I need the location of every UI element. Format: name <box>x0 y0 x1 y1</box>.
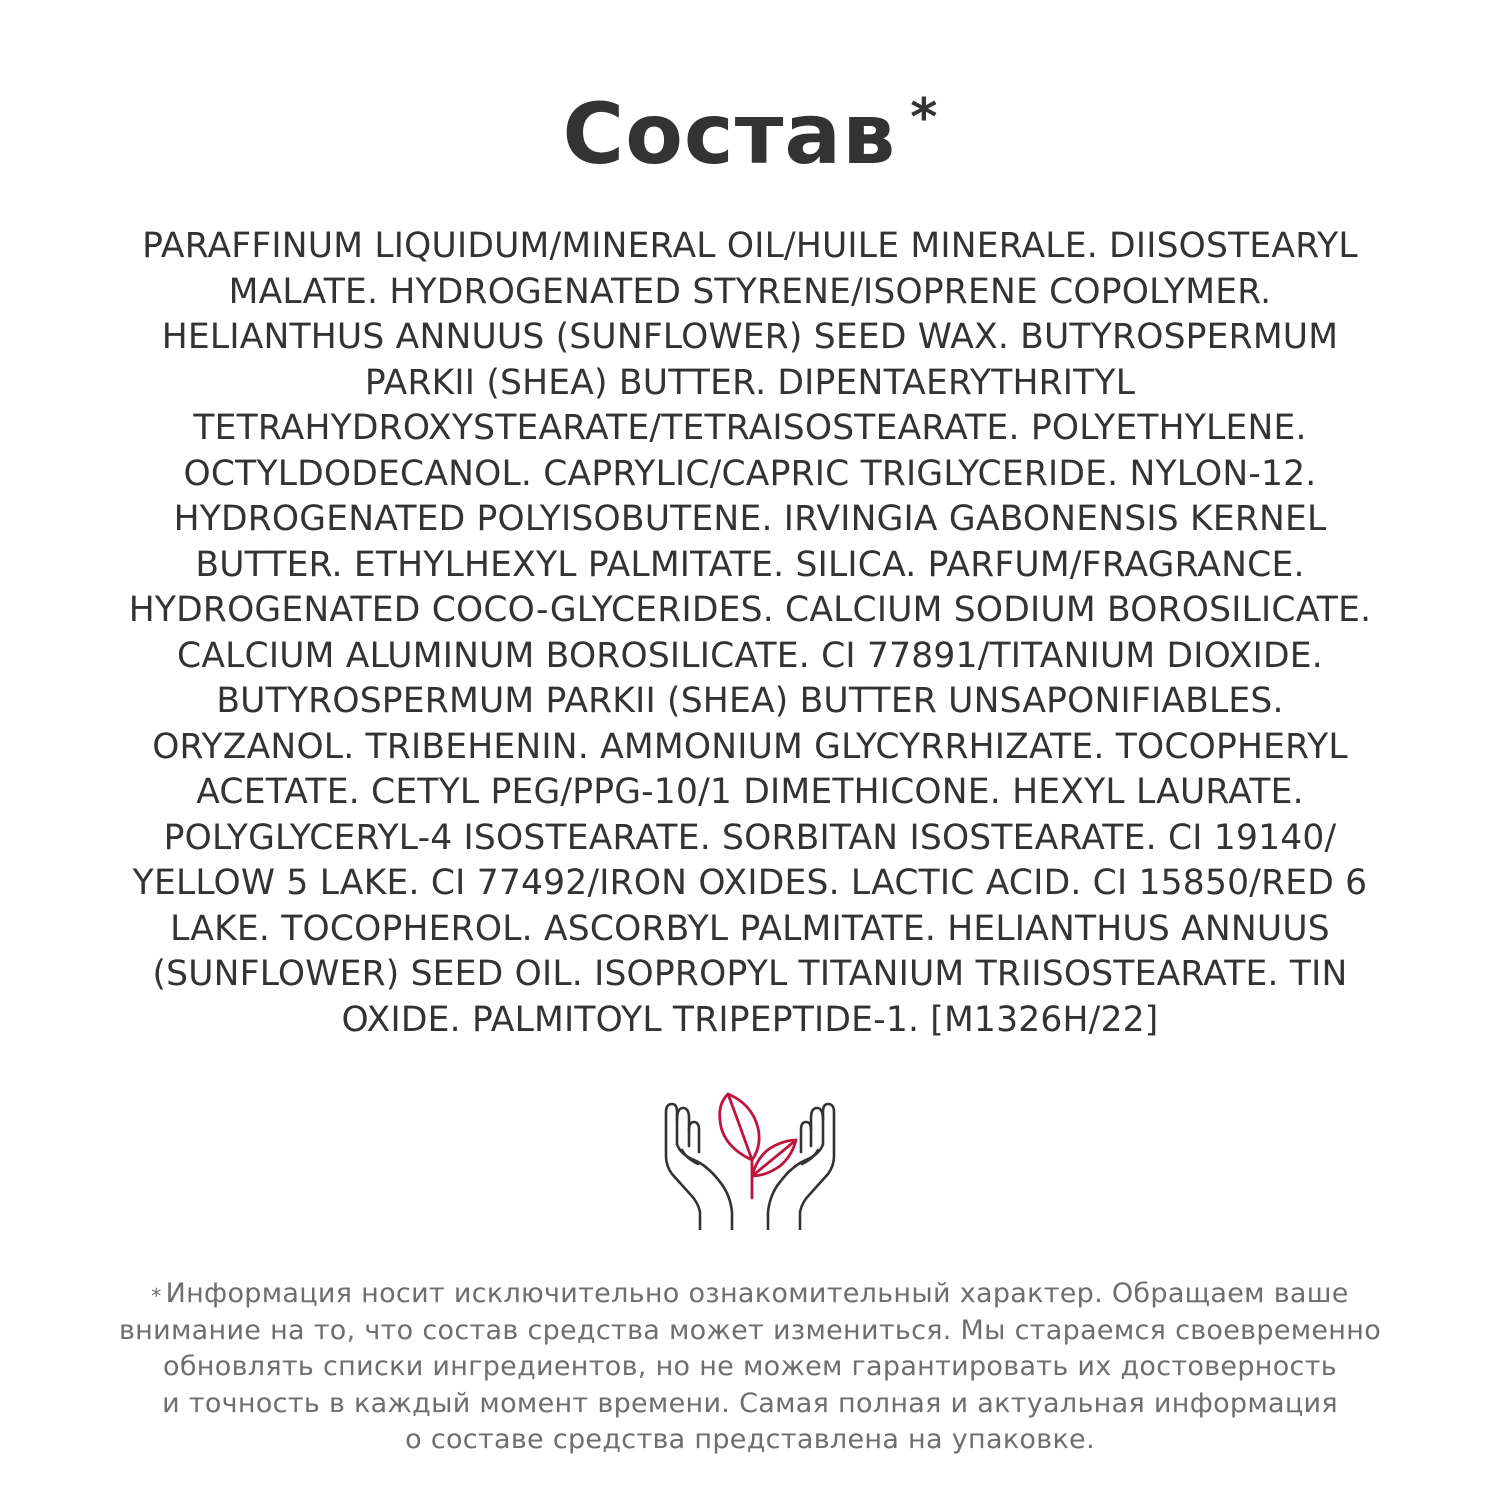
ingredients-line: (SUNFLOWER) SEED OIL. ISOPROPYL TITANIUM TRIISOSTEARATE. TIN <box>152 954 1348 994</box>
hands-with-leaves-icon <box>660 1090 840 1230</box>
ingredients-list <box>40 224 1460 1043</box>
ingredients-line: HYDROGENATED POLYISOBUTENE. IRVINGIA GABONENSIS KERNEL <box>173 499 1327 539</box>
ingredients-line: CALCIUM ALUMINUM BOROSILICATE. CI 77891/TITANIUM DIOXIDE. <box>177 635 1323 676</box>
ingredients-line: TETRAHYDROXYSTEARATE/TETRAISOSTEARATE. POLYETHYLENE. <box>193 408 1307 448</box>
ingredients-line: OXIDE. PALMITOYL TRIPEPTIDE-1. [M1326H/22] <box>341 999 1159 1040</box>
ingredients-line: YELLOW 5 LAKE. CI 77492/IRON OXIDES. LACTIC ACID. CI 15850/RED 6 <box>132 863 1368 903</box>
page-title: Состав <box>562 85 897 183</box>
ingredients-line: BUTYROSPERMUM PARKII (SHEA) BUTTER UNSAPONIFIABLES. <box>216 681 1284 721</box>
ingredients-line: HELIANTHUS ANNUUS (SUNFLOWER) SEED WAX. BUTYROSPERMUM <box>161 317 1339 357</box>
left-hand-icon <box>666 1104 732 1230</box>
ingredients-line: ACETATE. CETYL PEG/PPG-10/1 DIMETHICONE. HEXYL LAURATE. <box>196 772 1304 812</box>
disclaimer-line-text: Информация носит исключительно ознакомительный характер. Обращаем ваше <box>165 1278 1349 1309</box>
disclaimer-line: внимание на то, что состав средства может измениться. Мы стараемся своевременно <box>118 1314 1382 1346</box>
ingredients-line: PARKII (SHEA) BUTTER. DIPENTAERYTHRITYL <box>364 362 1136 403</box>
ingredients-line: PARAFFINUM LIQUIDUM/MINERAL OIL/HUILE MINERALE. DIISOSTEARYL <box>142 226 1358 266</box>
ingredients-line: HYDROGENATED COCO-GLYCERIDES. CALCIUM SODIUM BOROSILICATE. <box>128 590 1372 630</box>
disclaimer-line: и точность в каждый момент времени. Самая полная и актуальная информация <box>162 1387 1338 1419</box>
ingredients-line: BUTTER. ETHYLHEXYL PALMITATE. SILICA. PARFUM/FRAGRANCE. <box>195 544 1305 585</box>
disclaimer-text <box>30 1276 1470 1459</box>
leaf-sprout-icon <box>720 1094 796 1198</box>
disclaimer-line: о составе средства представлена на упаковке. <box>405 1424 1095 1455</box>
title-footnote-asterisk: * <box>910 88 938 148</box>
ingredients-line: ORYZANOL. TRIBEHENIN. AMMONIUM GLYCYRRHIZATE. TOCOPHERYL <box>152 726 1348 767</box>
disclaimer-line: обновлять списки ингредиентов, но не можем гарантировать их достоверность <box>163 1351 1337 1382</box>
ingredients-line: LAKE. TOCOPHEROL. ASCORBYL PALMITATE. HELIANTHUS ANNUUS <box>170 908 1330 949</box>
disclaimer-asterisk: * <box>151 1284 162 1308</box>
ingredients-line: POLYGLYCERYL-4 ISOSTEARATE. SORBITAN ISOSTEARATE. CI 19140/ <box>163 817 1337 858</box>
title-container <box>0 85 1500 183</box>
ingredients-line: OCTYLDODECANOL. CAPRYLIC/CAPRIC TRIGLYCERIDE. NYLON-12. <box>183 453 1317 494</box>
ingredients-line: MALATE. HYDROGENATED STYRENE/ISOPRENE COPOLYMER. <box>228 271 1272 312</box>
disclaimer-line <box>30 1276 1470 1313</box>
